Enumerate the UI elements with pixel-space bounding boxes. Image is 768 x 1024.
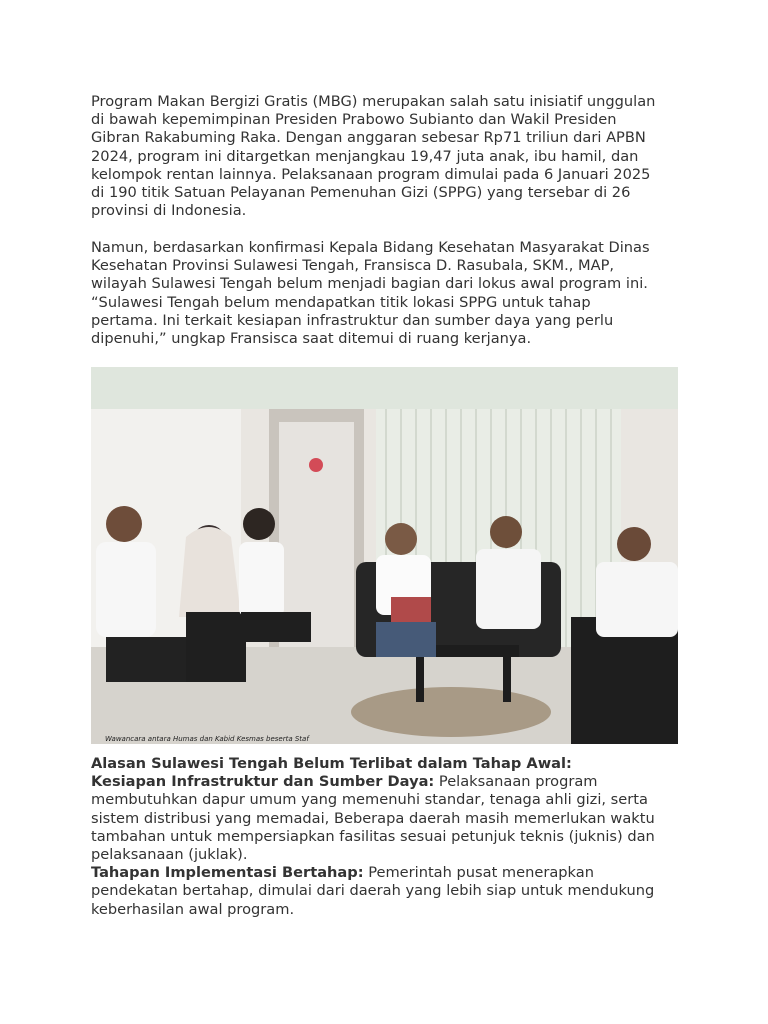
reason-item-phased-text: Pemerintah pusat menerapkan pendekatan bertahap, dimulai dari daerah yang lebih siap untuk mendukung keberhasilan awal program. (91, 864, 655, 918)
intro-paragraph: Program Makan Bergizi Gratis (MBG) merupakan salah satu inisiatif unggulan di bawah kepemimpinan Presiden Prabowo Subianto dan Wakil Presiden Gibran Rakabuming Raka. Dengan anggaran sebesar Rp71 triliun dari APBN 2024, program ini ditargetkan menjangkau 19,47 juta anak, ibu hamil, dan kelompok rentan lainnya. Pelaksanaan program dimulai pada 6 Januari 2025 di 190 titik Satuan Pelayanan Pemenuhan Gizi (SPPG) yang tersebar di 26 provinsi di Indonesia. (91, 93, 656, 220)
interview-photo (91, 367, 678, 744)
photo-caption: Wawancara antara Humas dan Kabid Kesmas beserta Staf (105, 735, 309, 743)
interview-photo-illustration (91, 367, 678, 744)
reason-item-infrastructure-label: Kesiapan Infrastruktur dan Sumber Daya: (91, 773, 435, 791)
confirmation-paragraph: Namun, berdasarkan konfirmasi Kepala Bidang Kesehatan Masyarakat Dinas Kesehatan Provinsi Sulawesi Tengah, Fransisca D. Rasubala, SKM., MAP, wilayah Sulawesi Tengah belum menjadi bagian dari lokus awal program ini. “Sulawesi Tengah belum mendapatkan titik lokasi SPPG untuk tahap pertama. Ini terkait kesiapan infrastruktur dan sumber daya yang perlu dipenuhi,” ungkap Fransisca saat ditemui di ruang kerjanya. (91, 239, 650, 348)
reason-item-infrastructure-text: Pelaksanaan program membutuhkan dapur umum yang memenuhi standar, tenaga ahli gizi, serta sistem distribusi yang memadai, Beberapa daerah masih memerlukan waktu tambahan untuk mempersiapkan fasilitas sesuai petunjuk teknis (juknis) dan pelaksanaan (juklak). (91, 773, 655, 864)
reasons-section (91, 755, 681, 919)
reasons-heading: Alasan Sulawesi Tengah Belum Terlibat dalam Tahap Awal: (91, 755, 572, 772)
reason-item-phased (91, 864, 681, 919)
reason-item-infrastructure (91, 773, 681, 864)
reason-item-phased-label: Tahapan Implementasi Bertahap: (91, 864, 364, 882)
